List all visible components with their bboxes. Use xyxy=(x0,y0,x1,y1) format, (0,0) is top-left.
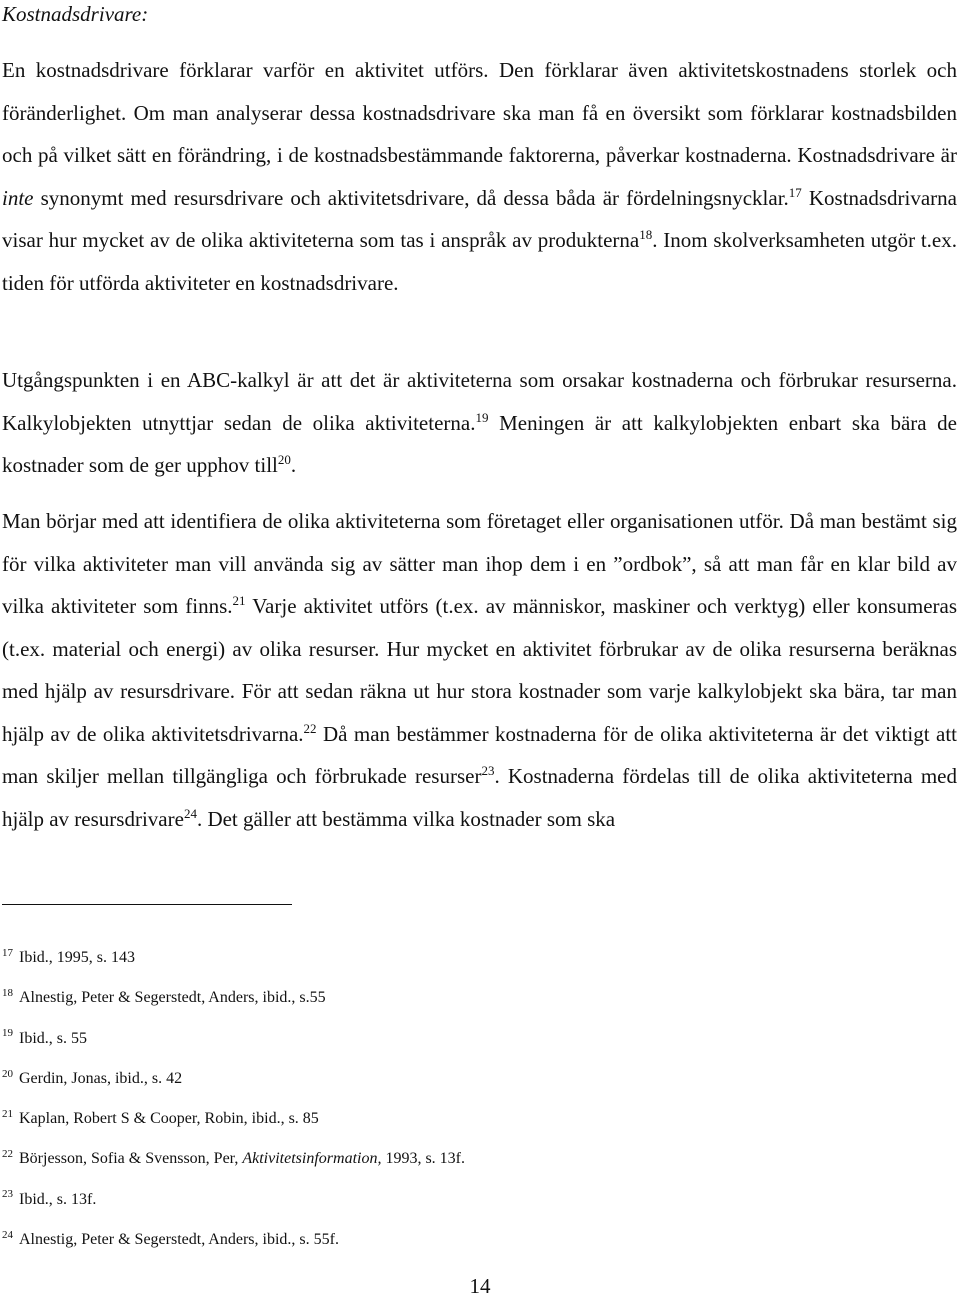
paragraph-kostnadsdrivare xyxy=(2,49,957,304)
footnote-number: 22 xyxy=(2,1148,13,1161)
footnote-24 xyxy=(2,1220,902,1260)
text-run: Varje aktivitet utförs (t.ex. av människor, maskiner och verktyg) eller konsumeras (t.ex. material och energi) av olika resurser. Hur mycket en aktivitet förbrukar av de olika resurserna beräknas med hjälp av resursdrivare. För att sedan räkna ut hur stora kostnader som varje kalkylobjekt ska bära, tar man hjälp av de olika aktivitetsdrivarna. xyxy=(2,594,957,746)
footnote-19 xyxy=(2,1019,902,1059)
footnote-text: Ibid., 1995, s. 143 xyxy=(19,949,135,966)
footnote-number: 20 xyxy=(2,1067,13,1080)
text-run: Man börjar med att identifiera de olika aktiviteterna som företaget eller organisationen utför. Då man bestämt sig för vilka aktiviteter man vill använda sig av sätter man ihop dem i en ”ordbok”, så att man får en klar bild av vilka aktiviteter som finns. xyxy=(2,509,957,618)
footnote-text: Alnestig, Peter & Segerstedt, Anders, ibid., s. 55f. xyxy=(19,1231,339,1249)
text-run: Meningen är att kalkylobjekten enbart ska bära de kostnader som de ger upphov till xyxy=(2,410,958,477)
text-run: Utgångspunkten i en ABC-kalkyl är att det är aktiviteterna som orsakar kostnaderna och förbrukar resurserna. Kalkylobjekten utnyttjar sedan de olika aktiviteterna. xyxy=(2,368,957,435)
text-run: Kostnadsdrivarna visar hur mycket av de olika aktiviteterna som tas i anspråk av produkterna xyxy=(2,185,957,252)
text-run: Då man bestämmer kostnaderna för de olika aktiviteterna är det viktigt att man skiljer mellan tillgängliga och förbrukade resurser xyxy=(2,721,957,788)
footnote-17 xyxy=(2,938,902,978)
footnote-number: 23 xyxy=(2,1188,13,1201)
footnote-text: Börjesson, Sofia & Svensson, Per, xyxy=(19,1150,243,1168)
footnote-text: Ibid., s. 55 xyxy=(19,1029,87,1047)
footnote-ref-19[interactable]: 19 xyxy=(475,409,489,425)
emphasis-text: inte xyxy=(2,185,34,210)
footnote-22 xyxy=(2,1139,902,1179)
paragraph-abc-kalkyl xyxy=(2,359,957,487)
footnote-ref-24[interactable]: 24 xyxy=(183,805,197,821)
footnotes-list xyxy=(2,938,902,1260)
footnote-21 xyxy=(2,1099,902,1139)
text-run: . Kostnaderna fördelas till de olika aktiviteterna med hjälp av resursdrivare xyxy=(2,764,957,831)
footnote-number: 24 xyxy=(2,1228,13,1241)
footnote-text: 1993, s. 13f. xyxy=(381,1150,466,1168)
footnote-separator xyxy=(2,904,292,905)
footnote-ref-22[interactable]: 22 xyxy=(303,720,317,736)
footnote-number: 17 xyxy=(2,946,13,959)
footnote-20 xyxy=(2,1059,902,1099)
text-run: . Inom skolverksamheten utgör t.ex. tiden för utförda aktiviteter en kostnadsdrivare. xyxy=(2,228,958,295)
paragraph-aktiviteter xyxy=(2,500,957,840)
footnote-number: 18 xyxy=(2,986,13,999)
footnote-number: 19 xyxy=(2,1027,13,1040)
page-number: 14 xyxy=(469,1274,491,1298)
footnote-ref-17[interactable]: 17 xyxy=(788,184,802,200)
footnote-number: 21 xyxy=(2,1107,13,1120)
footnote-18 xyxy=(2,978,902,1018)
footnote-text: Ibid., s. 13f. xyxy=(19,1190,97,1208)
footnote-ref-18[interactable]: 18 xyxy=(639,227,653,242)
footnote-23 xyxy=(2,1180,902,1220)
text-run: . xyxy=(290,453,297,477)
section-heading: Kostnadsdrivare: xyxy=(2,2,149,26)
text-run: En kostnadsdrivare förklarar varför en aktivitet utförs. Den förklarar även aktivitetskostnadens storlek och föränderlighet. Om man analyserar dessa kostnadsdrivare ska man få en översikt som förklarar kostnadsbilden och på vilket sätt en förändring, i de kostnadsbestämmande faktorerna, påverkar kostnaderna. Kostnadsdrivare är xyxy=(2,58,957,167)
footnote-ref-20[interactable]: 20 xyxy=(277,452,291,467)
text-run: . Det gäller att bestämma vilka kostnader som ska xyxy=(196,806,616,831)
footnote-text: Gerdin, Jonas, ibid., s. 42 xyxy=(19,1069,183,1087)
footnote-title-italic: Aktivitetsinformation, xyxy=(242,1150,382,1168)
text-run: synonymt med resursdrivare och aktivitetsdrivare, då dessa båda är fördelningsnycklar. xyxy=(33,185,789,210)
footnote-text: Alnestig, Peter & Segerstedt, Anders, ibid., s.55 xyxy=(19,989,326,1007)
footnote-ref-21[interactable]: 21 xyxy=(232,593,246,608)
footnote-text: Kaplan, Robert S & Cooper, Robin, ibid., s. 85 xyxy=(19,1110,319,1128)
footnote-ref-23[interactable]: 23 xyxy=(481,763,495,778)
